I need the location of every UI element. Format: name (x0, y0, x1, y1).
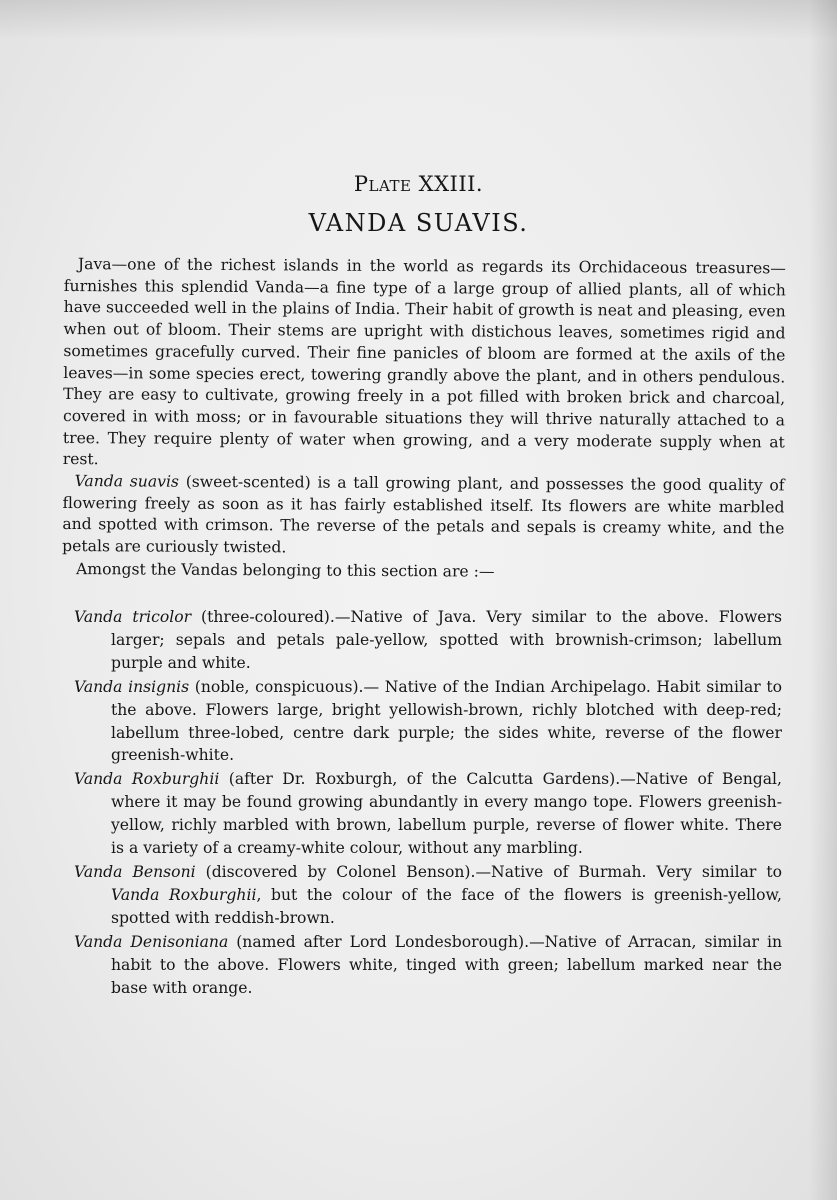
species-name-inline: Vanda Roxburghii (111, 885, 257, 904)
intro-text (62, 254, 786, 585)
species-description: , but the colour of the face of the flowers is greenish-yellow, spotted with reddish-brown. (111, 885, 782, 927)
page-title: VANDA SUAVIS. (308, 209, 529, 237)
species-description: (sweet-scented) is a tall growing plant, and possesses the good quality of flowering freely as soon as it has fairly established itself. Its flowers are white marbled and spotted with crimson. The reverse of the petals and sepals is creamy white, and the petals are curiously twisted. (62, 472, 785, 557)
species-name: Vanda Roxburghii (74, 770, 220, 789)
plate-number: Plate XXIII. (353, 172, 484, 196)
species-entry-insignis (74, 676, 782, 768)
intro-paragraph: Java—one of the richest islands in the world as regards its Orchidaceous treasures—furnishes this splendid Vanda—a fine type of a large group of allied plants, all of which have succeeded well in the plains of India. Their habit of growth is neat and pleasing, even when out of bloom. Their stems are upright with distichous leaves, sometimes rigid and sometimes gracefully curved. Their fine panicles of bloom are formed at the axils of the leaves—in some species erect, towering grandly above the plant, and in others pendulous. They are easy to cultivate, growing freely in a pot filled with broken brick and charcoal, covered in with moss; or in favourable situations they will thrive naturally attached to a tree. They require plenty of water when growing, and a very moderate supply when at rest. (62, 255, 786, 469)
species-name: Vanda tricolor (74, 608, 192, 626)
species-entry-bensoni (74, 861, 782, 930)
species-name: Vanda suavis (74, 472, 180, 491)
species-list (74, 606, 782, 1000)
species-entry-tricolor (74, 606, 782, 675)
species-name: Vanda insignis (74, 677, 190, 696)
species-description: (discovered by Colonel Benson).—Native of Burmah. Very similar to (195, 862, 782, 881)
species-name: Vanda Denisoniana (74, 932, 229, 951)
species-description: (three-coloured).—Native of Java. Very similar to the above. Flowers larger; sepals and petals pale-yellow, spotted with brownish-crimson; labellum purple and white. (111, 608, 782, 672)
species-entry-denisoniana (74, 931, 782, 1000)
vanda-suavis-paragraph (62, 471, 785, 562)
species-name: Vanda Bensoni (74, 862, 196, 881)
list-intro: Amongst the Vandas belonging to this section are :— (76, 559, 495, 581)
species-description: (named after Lord Londesborough).—Native of Arracan, similar in habit to the above. Flowers white, tinged with green; labellum marked near the base with orange. (111, 932, 782, 997)
species-description: (noble, conspicuous).— Native of the Indian Archipelago. Habit similar to the above. Flowers large, bright yellowish-brown, richly blotched with deep-red; labellum three-lobed, centre dark purple; the sides white, reverse of the flower greenish-white. (111, 677, 782, 765)
species-description: (after Dr. Roxburgh, of the Calcutta Gardens).—Native of Bengal, where it may be found growing abundantly in every mango tope. Flowers greenish-yellow, richly marbled with brown, labellum purple, reverse of flower white. There is a variety of a creamy-white colour, without any marbling. (111, 770, 783, 858)
species-entry-roxburghii (74, 768, 782, 860)
